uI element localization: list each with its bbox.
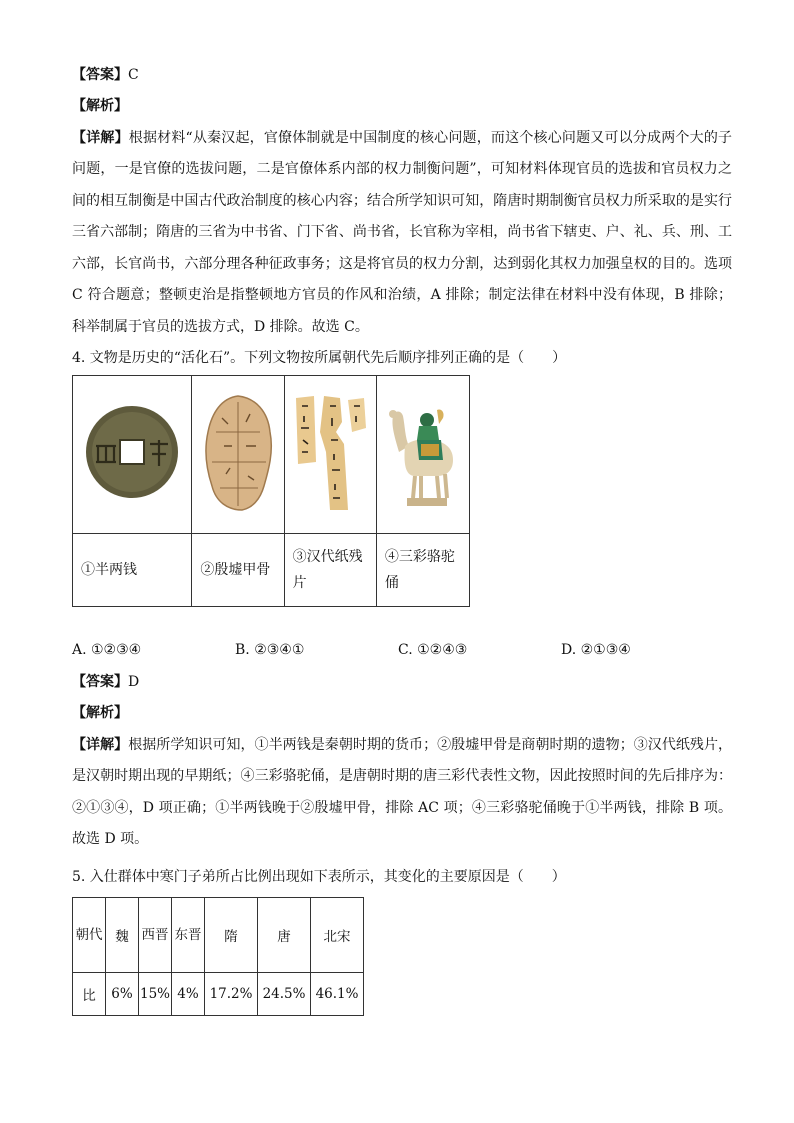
- q4-options: [72, 633, 732, 667]
- ratio-cell: 17.2%: [205, 973, 258, 1016]
- analysis-label: 【解析】: [72, 98, 128, 114]
- ratio-cell: 15%: [139, 973, 172, 1016]
- dynasty-cell: 西晋: [139, 898, 172, 973]
- q4-detail: [72, 730, 732, 856]
- dynasty-cell: 唐: [258, 898, 311, 973]
- dynasty-cell: 北宋: [311, 898, 364, 973]
- q4-stem: 4. 文物是历史的“活化石”。下列文物按所属朝代先后顺序排列正确的是（ ）: [72, 350, 567, 366]
- q3-analysis-line: [72, 91, 732, 123]
- q3-detail: [72, 123, 732, 344]
- dynasty-cell: 魏: [106, 898, 139, 973]
- tricolor-camel-figurine-image: [381, 390, 465, 514]
- dynasty-cell: 东晋: [172, 898, 205, 973]
- relic-caption: ②殷墟甲骨: [192, 533, 284, 606]
- ratio-cell: 4%: [172, 973, 205, 1016]
- detail-label: 【详解】: [72, 736, 129, 753]
- q3-answer-line: [72, 60, 732, 91]
- relic-caption: ③汉代纸残片: [284, 533, 376, 606]
- relic-image-cell: [73, 375, 192, 533]
- answer-label: 【答案】: [72, 673, 128, 690]
- option-c[interactable]: C. ①②④③: [398, 641, 468, 658]
- dynasty-cell: 隋: [205, 898, 258, 973]
- option-a[interactable]: A. ①②③④: [72, 641, 142, 658]
- relic-image-cell: [284, 375, 376, 533]
- relic-table: [72, 375, 470, 607]
- detail-label: 【详解】: [72, 129, 129, 146]
- ratio-cell: 46.1%: [311, 973, 364, 1016]
- document-page: [72, 60, 732, 1016]
- relic-image-cell: [192, 375, 284, 533]
- ratio-table: [72, 897, 364, 1016]
- q4-analysis-line: [72, 698, 732, 730]
- detail-text: 根据所学知识可知，①半两钱是秦朝时期的货币；②殷墟甲骨是商朝时期的遗物；③汉代纸残片，是汉朝时期出现的早期纸；④三彩骆驼俑，是唐朝时期的唐三彩代表性文物，因此按照时间的先后排序为：②①③④，D 项正确；①半两钱晚于②殷墟甲骨，排除 AC 项；④三彩骆驼俑晚于①半两钱，排除 B 项。故选 D 项。: [72, 736, 733, 847]
- answer-value: D: [128, 673, 140, 690]
- ratio-cell: 24.5%: [258, 973, 311, 1016]
- answer-value: C: [128, 67, 139, 83]
- option-b[interactable]: B. ②③④①: [235, 641, 305, 658]
- analysis-label: 【解析】: [72, 705, 128, 721]
- q5-stem: 5. 入仕群体中寒门子弟所占比例出现如下表所示，其变化的主要原因是（ ）: [72, 868, 566, 885]
- relic-caption: ①半两钱: [73, 533, 192, 606]
- option-d[interactable]: D. ②①③④: [561, 641, 631, 658]
- answer-label: 【答案】: [72, 67, 128, 83]
- ratio-cell: 6%: [106, 973, 139, 1016]
- row-label-dynasty: 朝代: [73, 898, 106, 973]
- oracle-bone-image: [198, 392, 278, 512]
- relic-image-cell: [376, 375, 469, 533]
- han-paper-fragment-image: [290, 392, 370, 512]
- detail-text: 根据材料“从秦汉起，官僚体制就是中国制度的核心问题，而这个核心问题又可以分成两个大的子问题，一是官僚的选拔问题，二是官僚体系内部的权力制衡问题”，可知材料体现官员的选拔和官员权力之间的相互制衡是中国古代政治制度的核心内容；结合所学知识可知，隋唐时期制衡官员权力所采取的是实行三省六部制；隋唐的三省为中书省、门下省、尚书省，长官称为宰相，尚书省下辖吏、户、礼、兵、刑、工六部，长官尚书，六部分理各种征政事务；这是将官员的权力分割，达到弱化其权力加强皇权的目的。选项 C 符合题意；整顿吏治是指整顿地方官员的作风和治绩，A 排除；制定法律在材料中没有体现，B 排除；科举制属于官员的选拔方式，D 排除。故选 C。: [72, 129, 733, 335]
- relic-caption: ④三彩骆驼俑: [376, 533, 469, 606]
- row-label-ratio: 比: [73, 973, 106, 1016]
- q4-answer-line: [72, 667, 732, 699]
- ban-liang-coin-image: [80, 402, 184, 502]
